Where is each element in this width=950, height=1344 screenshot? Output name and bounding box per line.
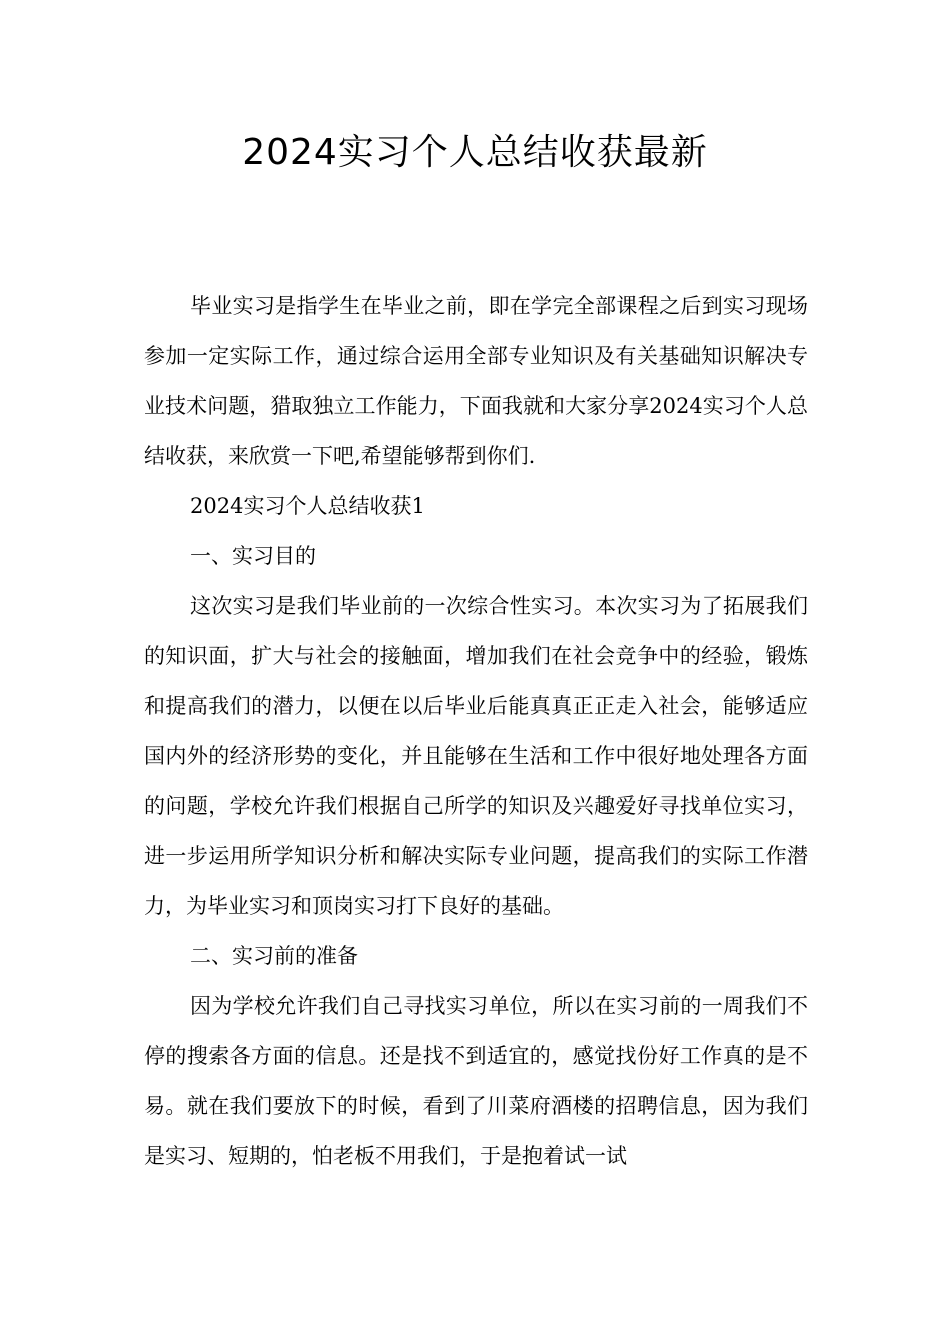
intro-paragraph: 毕业实习是指学生在毕业之前，即在学完全部课程之后到实习现场参加一定实际工作，通过综合运用全部专业知识及有关基础知识解决专业技术问题，猎取独立工作能力，下面我就和大家分享2024实习个人总结收获，来欣赏一下吧,希望能够帮到你们.: [144, 294, 808, 468]
section-heading-preparation: 二、实习前的准备: [190, 944, 358, 968]
document-title: 2024实习个人总结收获最新: [242, 132, 708, 173]
section-heading-summary-1: 2024实习个人总结收获1: [190, 494, 425, 518]
document-body: [144, 281, 808, 1181]
purpose-paragraph: 这次实习是我们毕业前的一次综合性实习。本次实习为了拓展我们的知识面，扩大与社会的接触面，增加我们在社会竞争中的经验，锻炼和提高我们的潜力，以便在以后毕业后能真真正正走入社会，能够适应国内外的经济形势的变化，并且能够在生活和工作中很好地处理各方面的问题，学校允许我们根据自己所学的知识及兴趣爱好寻找单位实习，进一步运用所学知识分析和解决实际专业问题，提高我们的实际工作潜力，为毕业实习和顶岗实习打下良好的基础。: [144, 594, 808, 918]
preparation-paragraph: 因为学校允许我们自己寻找实习单位，所以在实习前的一周我们不停的搜索各方面的信息。还是找不到适宜的，感觉找份好工作真的是不易。就在我们要放下的时候，看到了川菜府酒楼的招聘信息，因为我们是实习、短期的，怕老板不用我们，于是抱着试一试: [144, 994, 808, 1168]
section-heading-purpose: 一、实习目的: [190, 544, 316, 568]
